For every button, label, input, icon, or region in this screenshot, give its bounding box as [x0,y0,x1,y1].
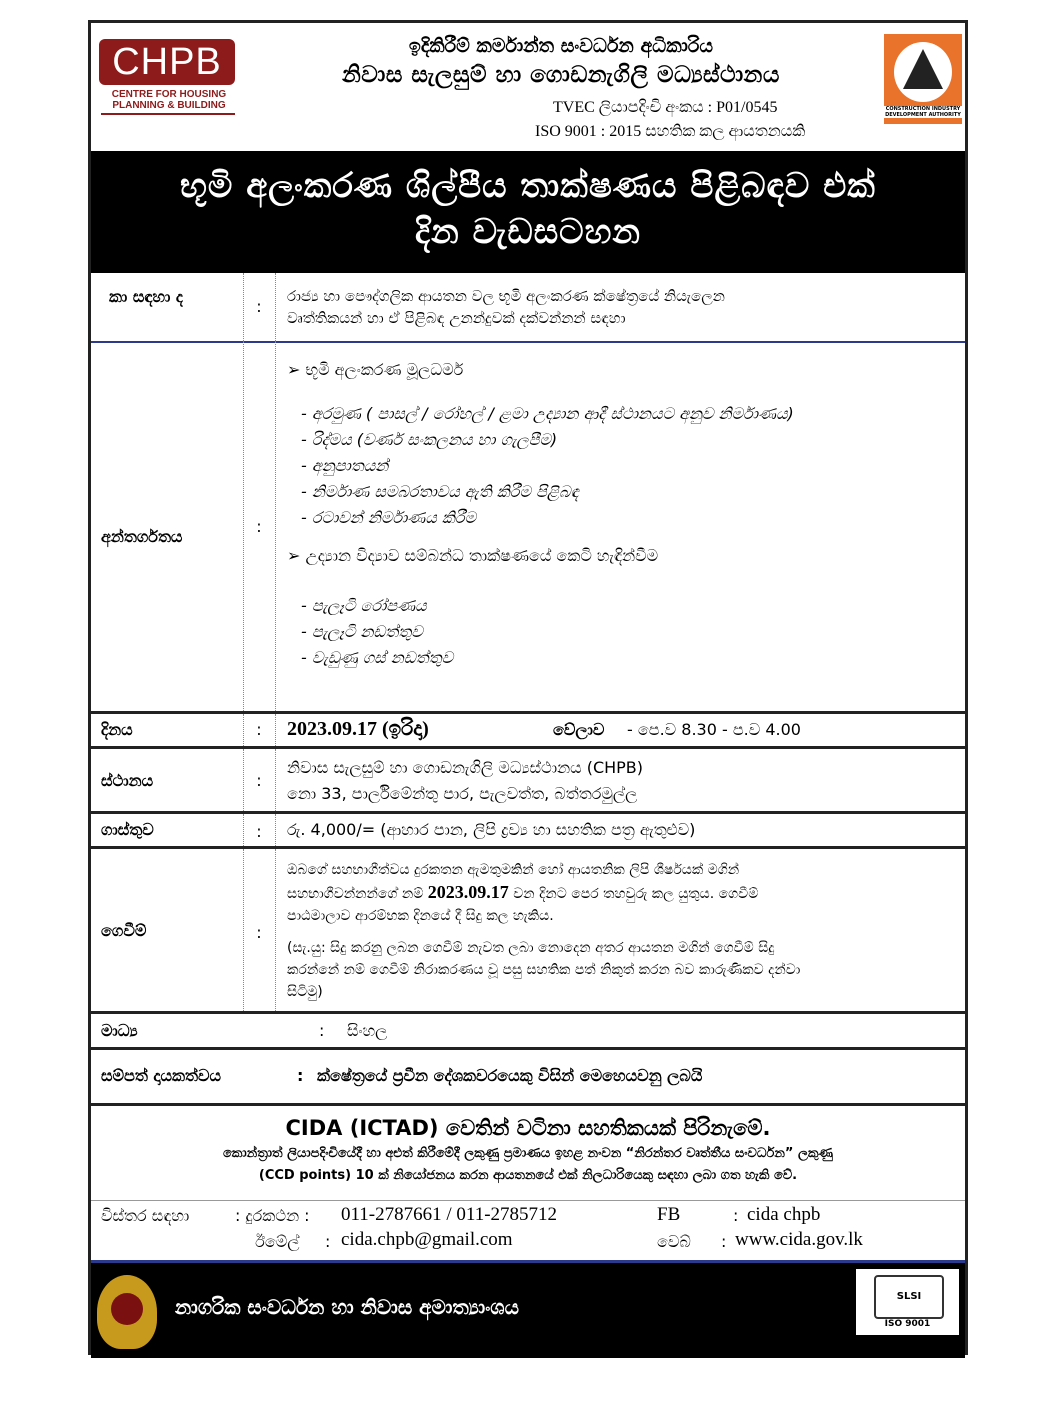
chpb-logo-underline [101,113,235,115]
fb-value[interactable]: cida chpb [747,1204,821,1225]
program-title-line2: දින වැඩසටහන [415,212,641,252]
chpb-logo-subtitle: CENTRE FOR HOUSING PLANNING & BUILDING [111,89,227,111]
medium-colon: : [319,1021,325,1040]
date-value-cell [275,714,965,746]
venue-label: ස්ථානය [101,771,154,790]
web-colon: : [721,1232,727,1251]
web-label: වෙබ් [657,1232,691,1251]
contact-label: විස්තර සඳහා [101,1206,190,1225]
phone-number[interactable]: 011-2787661 / 011-2785712 [341,1204,558,1225]
certificate-title: CIDA (ICTAD) වෙතින් වටිනා සහතිකයක් පිරිනැමේ. [285,1116,771,1140]
date-row [91,714,965,749]
venue-value: නිවාස සැලසුම් හා ගොඩනැගිලි මධ්‍යස්ථානය (CHPB) නො 33, පාර්ලිමේන්තු පාර, පැලවත්ත, බත්තරමුල්ල [287,758,644,803]
fee-label: ගාස්තුව [101,820,154,839]
payment-deadline: 2023.09.17 [427,882,509,902]
date-value: 2023.09.17 (ඉරිදා) [287,718,429,740]
content-label: අන්තර්ගතය [101,527,183,546]
certificate-section [91,1105,965,1201]
fb-colon: : [733,1206,739,1225]
time-value: - පෙ.ව 8.30 - ප.ව 4.00 [627,720,801,739]
venue-colon: : [256,771,262,790]
resource-label: සම්පත් දායකත්වය [101,1066,222,1085]
content-colon: : [256,517,262,536]
chpb-logo-text: CHPB [99,39,235,85]
content-heading-horticulture: ➢ උද්‍යාන විද්‍යාව සම්බන්ධ තාක්ෂණයේ කෙටි හැඳින්වීම [287,546,659,565]
ministry-name: නාගරික සංවර්ධන හා නිවාස අමාත්‍යාංශය [175,1295,519,1319]
iso-certification: ISO 9001 : 2015 සහතික කල ආයතනයකි [535,123,806,140]
email-label: ඊමේල් [255,1232,300,1251]
audience-value: රාජ්‍ය හා පෞද්ගලික ආයතන වල භූමි අලංකරණ ක්ෂේත්‍රයේ නියැලෙන වෘත්තිකයන් හා ඒ පිළිබඳ උනන්දුවක් දක්වන්නන් සඳහා [287,287,725,327]
slsi-mark: SLSI [874,1275,944,1319]
header [91,23,965,151]
contact-section [91,1200,965,1260]
footer [91,1260,965,1358]
slsi-iso-text: ISO 9001 [884,1319,931,1329]
content-heading-landscaping: ➢ භූමි අලංකරණ මූලධර්ම [287,360,464,379]
flyer-frame [88,20,968,1355]
content-row [91,341,965,714]
fb-label: FB [657,1204,681,1225]
list-item: - අරමුණ ( පාසල් / රෝහල් / ළමා උද්‍යාන ආදී ස්ථානයට අනුව නිර්මාණය) [301,404,794,423]
payment-row [91,849,965,1014]
resource-colon: : [297,1066,304,1085]
venue-row [91,749,965,814]
fee-colon: : [256,822,262,841]
list-item: - වැඩුණු ගස් නඩත්තුව [301,648,454,667]
email-colon: : [325,1232,331,1251]
slsi-logo [856,1269,959,1335]
fee-row [91,814,965,849]
time-label: වේලාව [553,720,605,739]
email-link[interactable]: cida.chpb@gmail.com [341,1229,513,1250]
sri-lanka-emblem-icon [97,1275,157,1349]
program-title-line1: භූමි අලංකරණ ශිල්පීය තාක්ෂණය පිළිබඳව එක් [180,166,876,206]
web-link[interactable]: www.cida.gov.lk [735,1229,863,1250]
list-item: - පැලෑටි නඩත්තුව [301,622,423,641]
resource-value: ක්ෂේත්‍රයේ ප්‍රවීන දේශකවරයෙකු විසින් මෙහෙයවනු ලබයි [317,1066,703,1085]
certificate-line2: (CCD points) 10 ක් නියෝජනය කරන ආයතනයේ එක් නිලධාරියෙකු සඳහා ලබා ගත හැකි වේ. [258,1168,798,1183]
medium-label: මාධ්‍ය [101,1021,138,1040]
list-item: - රිද්මය (වර්ණ සංකලනය හා ගැලපීම) [301,430,558,449]
medium-value: සිංහල [347,1021,388,1040]
organization-name: ඉදිකිරීම් කර්මාන්ත සංවර්ධන අධිකාරිය [408,35,714,57]
tvec-registration: TVEC ලියාපදිංචි අංකය : P01/0545 [553,99,778,116]
chpb-logo [99,39,239,119]
audience-colon: : [256,297,262,316]
date-colon: : [256,720,262,739]
audience-row [91,273,965,343]
audience-label: කා සඳහා ද [109,287,184,306]
centre-name: නිවාස සැලසුම් හා ගොඩනැගිලි මධ්‍යස්ථානය [342,62,780,88]
list-item: - පැලෑටි රෝපණය [301,596,427,615]
payment-value: ඔබගේ සහභාගීත්වය දුරකතන ඇමතුමකින් හෝ ආයතනික ලිපි ශීර්ෂයක් මගින් සහභාගීවන්නන්ගේ නම් 2023.09.17 වන දිනට පෙර තහවුරු කල යුතුය. ගෙවීම් පාඨමාලාව ආරම්භක දිනයේ දී සිදු කල හැකිය. (සැ.යු: සිදු කරනු ලබන ගෙවීම් නැවත ලබා නොදෙන අතර ආයතන මගින් ගෙවීම් සිදු කරන්නේ නම් ගෙවීම් නිරාකරණය වූ පසු සහතික පත් නිකුත් කරන බව කාරුණිකව දන්වා සිටිමු) [287,862,801,1000]
payment-label: ගෙවීම් [101,921,147,940]
header-titles [291,33,831,91]
cida-logo-text: CONSTRUCTION INDUSTRY DEVELOPMENT AUTHORITY [885,106,961,118]
list-item: - නිර්මාණ සමබරතාවය ඇති කිරීම පිළිබඳ [301,482,579,501]
resource-row [91,1050,965,1106]
list-item: - රටාවන් නිර්මාණය කිරීම [301,508,477,527]
medium-row [91,1014,965,1050]
phone-label: : දුරකථන : [235,1206,310,1225]
certificate-line1: කොන්ත්‍රාත් ලියාපදිංචියේදී හා අළුත් කිරීමේදී ලකුණු ප්‍රමාණය ඉහළ නංවන “නිරන්තර වෘත්තීය සංවර්ධන” ලකුණු [222,1146,834,1161]
content-value [275,341,965,711]
cida-logo-triangle-icon [903,49,943,89]
date-label: දිනය [101,720,133,739]
cida-logo [884,34,962,124]
list-item: - අනුපාතයන් [301,456,389,475]
program-title [91,151,965,273]
fee-value: රු. 4,000/= (ආහාර පාන, ලිපි ද්‍රව්‍ය හා සහතික පත්‍ර ඇතුළුව) [287,820,696,839]
payment-colon: : [256,923,262,942]
